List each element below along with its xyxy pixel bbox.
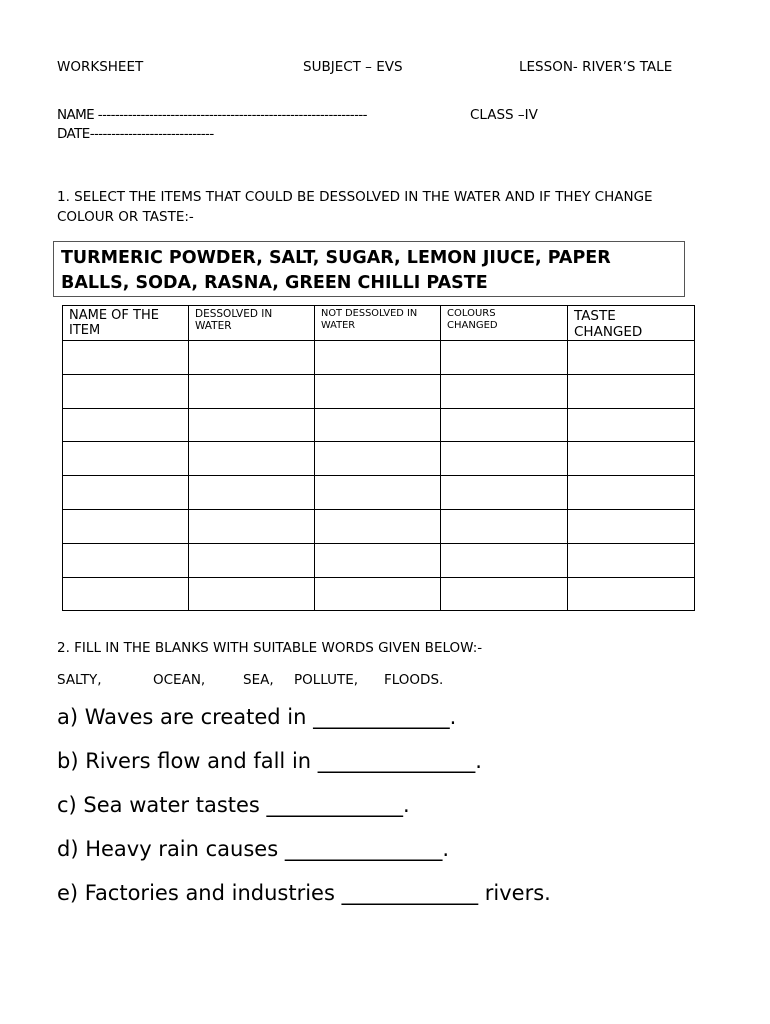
items-line-1: TURMERIC POWDER, SALT, SUGAR, LEMON JIUCE, PAPER [61,248,611,268]
table-cell[interactable] [63,509,189,543]
header-not-dissolved [315,306,441,341]
table-cell[interactable] [315,408,441,442]
header-line: DESSOLVED IN [195,308,273,320]
header-taste-changed [568,306,695,341]
fill-blank-b: b) Rivers flow and fall in _______________. [57,749,482,773]
table-cell[interactable] [63,374,189,408]
fill-blank-e: e) Factories and industries _____________ rivers. [57,881,551,905]
table-cell[interactable] [189,543,315,577]
table-cell[interactable] [63,543,189,577]
table-cell[interactable] [189,408,315,442]
items-line-2: BALLS, SODA, RASNA, GREEN CHILLI PASTE [61,273,488,293]
table-cell[interactable] [441,543,568,577]
header-line: COLOURS [447,308,496,319]
header-line: ITEM [69,323,101,338]
table-cell[interactable] [441,442,568,476]
table-cell[interactable] [441,374,568,408]
table-cell[interactable] [315,442,441,476]
table-row [63,442,695,476]
question-1-line-2: COLOUR OR TASTE:- [57,209,194,225]
table-cell[interactable] [441,577,568,611]
table-cell[interactable] [63,341,189,375]
table-cell[interactable] [568,476,695,510]
header-line: WATER [321,320,356,331]
header-line: NOT DESSOLVED IN [321,308,418,319]
table-row [63,543,695,577]
lesson-label: LESSON- RIVER’S TALE [519,59,673,75]
header-line: NAME OF THE [69,308,159,323]
word-bank-word: OCEAN, [153,672,206,688]
table-cell[interactable] [315,341,441,375]
table-cell[interactable] [315,577,441,611]
table-row [63,341,695,375]
table-cell[interactable] [63,408,189,442]
table-cell[interactable] [315,509,441,543]
table-cell[interactable] [568,442,695,476]
header-line: WATER [195,320,232,332]
table-cell[interactable] [568,577,695,611]
table-cell[interactable] [189,476,315,510]
table-cell[interactable] [441,509,568,543]
question-1-line-1: 1. SELECT THE ITEMS THAT COULD BE DESSOLVED IN THE WATER AND IF THEY CHANGE [57,189,653,205]
table-cell[interactable] [568,374,695,408]
table-header-row [63,306,695,341]
table-cell[interactable] [441,408,568,442]
answer-table [62,305,695,611]
table-cell[interactable] [189,341,315,375]
date-line[interactable]: DATE----------------------------- [57,126,214,142]
table-row [63,509,695,543]
table-cell[interactable] [568,408,695,442]
table-cell[interactable] [315,476,441,510]
class-label: CLASS –IV [470,107,538,123]
word-bank-word: SALTY, [57,672,102,688]
name-line[interactable]: NAME --------------------------------------------------------------- [57,107,367,123]
table-cell[interactable] [568,341,695,375]
subject-label: SUBJECT – EVS [303,59,403,75]
table-cell[interactable] [63,577,189,611]
header-line: CHANGED [447,320,498,331]
table-cell[interactable] [63,476,189,510]
fill-blank-d: d) Heavy rain causes _______________. [57,837,450,861]
header-line: CHANGED [574,324,643,340]
table-cell[interactable] [315,374,441,408]
word-bank-word: FLOODS. [384,672,444,688]
table-row [63,577,695,611]
table-cell[interactable] [63,442,189,476]
fill-blank-c: c) Sea water tastes _____________. [57,793,410,817]
table-cell[interactable] [189,442,315,476]
header-line: TASTE [574,308,616,324]
table-cell[interactable] [189,577,315,611]
table-cell[interactable] [441,476,568,510]
question-2-title: 2. FILL IN THE BLANKS WITH SUITABLE WORDS GIVEN BELOW:- [57,640,483,656]
header-item-name [63,306,189,341]
fill-blank-a: a) Waves are created in _____________. [57,705,457,729]
word-bank-word: POLLUTE, [294,672,359,688]
items-box [53,241,685,297]
table-row [63,374,695,408]
word-bank-word: SEA, [243,672,274,688]
worksheet-label: WORKSHEET [57,59,144,75]
table-cell[interactable] [189,374,315,408]
table-cell[interactable] [315,543,441,577]
header-colours-changed [441,306,568,341]
table-cell[interactable] [441,341,568,375]
table-row [63,408,695,442]
table-cell[interactable] [189,509,315,543]
table-cell[interactable] [568,543,695,577]
table-row [63,476,695,510]
header-dissolved [189,306,315,341]
table-cell[interactable] [568,509,695,543]
